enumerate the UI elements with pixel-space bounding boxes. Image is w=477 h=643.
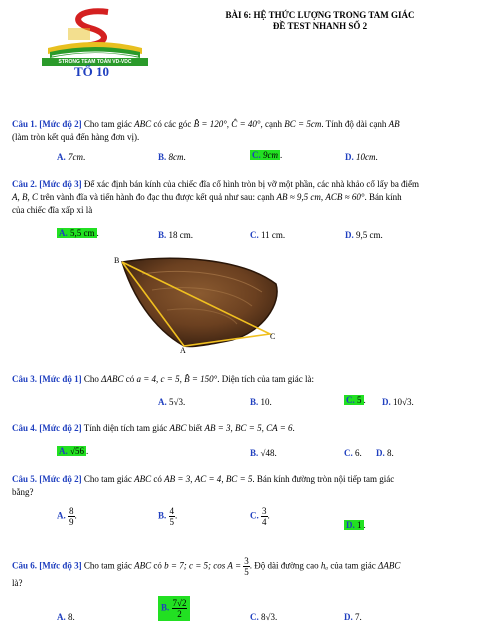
math-expr: b = 7; c = 5; cos A = bbox=[164, 560, 242, 571]
option-b[interactable]: B. 8cm. bbox=[158, 152, 186, 162]
math-expr: ABC bbox=[134, 560, 152, 571]
option-d-correct[interactable]: D. 1 . bbox=[346, 520, 366, 530]
math-expr: hₐ bbox=[320, 560, 329, 571]
logo-text: TỔ 10 bbox=[74, 64, 110, 79]
logo-band-text: STRONG TEAM TOÁN VD-VDC bbox=[58, 59, 132, 65]
math-expr: AB = 3 bbox=[164, 474, 191, 484]
question-level: [Mức độ 3] bbox=[39, 560, 82, 571]
question-text: , cạnh bbox=[260, 119, 282, 129]
question-text: bằng? bbox=[12, 487, 34, 497]
math-expr: ABC bbox=[134, 119, 152, 129]
question-text: có bbox=[125, 374, 135, 384]
option-d[interactable]: D. 7. bbox=[344, 612, 362, 622]
question-label: Câu 5. bbox=[12, 474, 38, 484]
question-text: là? bbox=[12, 578, 23, 588]
math-expr: 3 bbox=[244, 556, 249, 566]
question-4 bbox=[12, 422, 467, 435]
option-a[interactable]: A. 7cm. bbox=[57, 152, 86, 162]
question-text: biết bbox=[188, 423, 203, 433]
option-b[interactable]: B. $\frac{4}{5}$ . bbox=[158, 506, 178, 527]
option-a-correct[interactable]: A. √56 . bbox=[59, 446, 89, 456]
point-c-label: C bbox=[270, 332, 276, 341]
question-text: . Bán kính đường tròn nội tiếp tam giác bbox=[252, 474, 395, 484]
question-text: Cho bbox=[83, 374, 99, 384]
math-expr: ΔABC bbox=[101, 374, 124, 384]
option-b[interactable]: B. 18 cm. bbox=[158, 230, 194, 240]
question-level: [Mức độ 2] bbox=[39, 119, 82, 129]
math-expr: 5 bbox=[244, 567, 249, 577]
question-label: Câu 6. bbox=[12, 560, 38, 571]
option-d[interactable]: D. 10cm. bbox=[345, 152, 378, 162]
broken-plate-figure bbox=[112, 254, 282, 358]
logo bbox=[38, 8, 152, 78]
question-1 bbox=[12, 118, 467, 144]
question-6 bbox=[12, 556, 467, 590]
question-label: Câu 3. bbox=[12, 374, 38, 384]
question-3 bbox=[12, 373, 467, 386]
question-text: có bbox=[153, 560, 162, 571]
option-c[interactable]: C. 8√3. bbox=[250, 612, 278, 622]
point-b-label: B bbox=[114, 256, 120, 265]
math-expr: AB bbox=[388, 119, 400, 129]
option-b[interactable]: B. 10. bbox=[250, 397, 272, 407]
question-text: Cho tam giác bbox=[83, 560, 132, 571]
math-expr: ABC bbox=[169, 423, 187, 433]
math-expr: AB ≈ 9,5 cm bbox=[276, 192, 321, 202]
option-a[interactable]: A. 8. bbox=[57, 612, 75, 622]
option-c[interactable]: C. 11 cm. bbox=[250, 230, 286, 240]
question-text: . Bán kính bbox=[364, 192, 402, 202]
question-text: trên vành đĩa và tiến hành đo đạc thu được kết quả như sau: cạnh bbox=[40, 192, 275, 202]
math-expr: BC = 5 bbox=[225, 474, 253, 484]
option-c[interactable]: C. $\frac{3}{4}$ . bbox=[250, 506, 270, 527]
question-text: . bbox=[292, 423, 295, 433]
question-level: [Mức độ 2] bbox=[39, 423, 82, 433]
math-expr: ABC bbox=[134, 474, 152, 484]
option-a[interactable]: A. 5√3. bbox=[158, 397, 186, 407]
option-a[interactable]: A. $\frac{8}{9}$ . bbox=[57, 506, 77, 527]
question-label: Câu 1. bbox=[12, 119, 38, 129]
option-c[interactable]: C. 6. bbox=[344, 448, 362, 458]
page-subtitle: ĐỀ TEST NHANH SỐ 2 bbox=[272, 21, 368, 31]
question-text: Cho tam giác bbox=[83, 474, 132, 484]
math-expr: A, B, C bbox=[12, 192, 38, 202]
option-c-correct[interactable]: C. 9cm . bbox=[252, 150, 283, 160]
math-expr: B̂ = 120°, Ĉ = 40° bbox=[193, 119, 261, 129]
question-2: Câu 2. [Mức độ 3] Để xác định bán kính của chiếc đĩa cổ hình tròn bị vỡ một phần, các nhà khảo cổ lấy ba điểm A, B, C trên vành đĩa và tiến hành đo đạc thu được kết quả như sau: cạnh AB ≈ 9,5 cm, ACB ≈ 60°. Bán kính của chiếc đĩa xấp xỉ là bbox=[12, 179, 420, 215]
math-expr: ACB ≈ 60° bbox=[325, 192, 365, 202]
question-text: có các góc bbox=[153, 119, 192, 129]
page-title: BÀI 6: HỆ THỨC LƯỢNG TRONG TAM GIÁC bbox=[225, 10, 415, 20]
question-text: Cho tam giác bbox=[83, 119, 132, 129]
option-c-correct[interactable]: C. 5 . bbox=[346, 395, 366, 405]
math-expr: AC = 4 bbox=[194, 474, 222, 484]
option-b[interactable]: B. √48. bbox=[250, 448, 277, 458]
question-text: Tính diện tích tam giác bbox=[83, 423, 168, 433]
question-label: Câu 4. bbox=[12, 423, 38, 433]
option-b-correct[interactable]: B. $\frac{7√2}{2}$ bbox=[158, 596, 190, 621]
math-expr: ΔABC bbox=[378, 560, 401, 571]
question-text: Để xác định bán kính của chiếc đĩa cổ hình tròn bị vỡ một phần, các nhà khảo cổ lấy ba điểm bbox=[83, 179, 420, 189]
plate-illustration bbox=[112, 254, 282, 358]
question-level: [Mức độ 2] bbox=[39, 474, 82, 484]
question-text: (làm tròn kết quả đến hàng đơn vị). bbox=[12, 132, 140, 142]
question-text: . Độ dài đường cao bbox=[249, 560, 319, 571]
option-d[interactable]: D. 8. bbox=[376, 448, 394, 458]
math-expr: a = 4, c = 5, B̂ = 150° bbox=[136, 374, 218, 384]
question-level: [Mức độ 1] bbox=[39, 374, 82, 384]
question-5: Câu 5. [Mức độ 2] Cho tam giác ABC có AB = 3, AC = 4, BC = 5. Bán kính đường tròn nội tiếp tam giác bằng? bbox=[12, 474, 395, 497]
question-text: của tam giác bbox=[330, 560, 376, 571]
question-label: Câu 2. bbox=[12, 179, 38, 189]
question-text: có bbox=[153, 474, 162, 484]
question-text: của chiếc đĩa xấp xỉ là bbox=[12, 205, 93, 215]
option-d[interactable]: D. 10√3. bbox=[382, 397, 414, 407]
point-a-label: A bbox=[180, 346, 186, 355]
question-text: . Tính độ dài cạnh bbox=[321, 119, 387, 129]
math-expr: AB = 3, BC = 5, CA = 6 bbox=[204, 423, 293, 433]
option-a-correct[interactable]: A. 5,5 cm . bbox=[59, 228, 99, 238]
question-text: . Diện tích của tam giác là: bbox=[217, 374, 314, 384]
math-expr: BC = 5cm bbox=[284, 119, 322, 129]
option-d[interactable]: D. 9,5 cm. bbox=[345, 230, 383, 240]
question-level: [Mức độ 3] bbox=[39, 179, 82, 189]
